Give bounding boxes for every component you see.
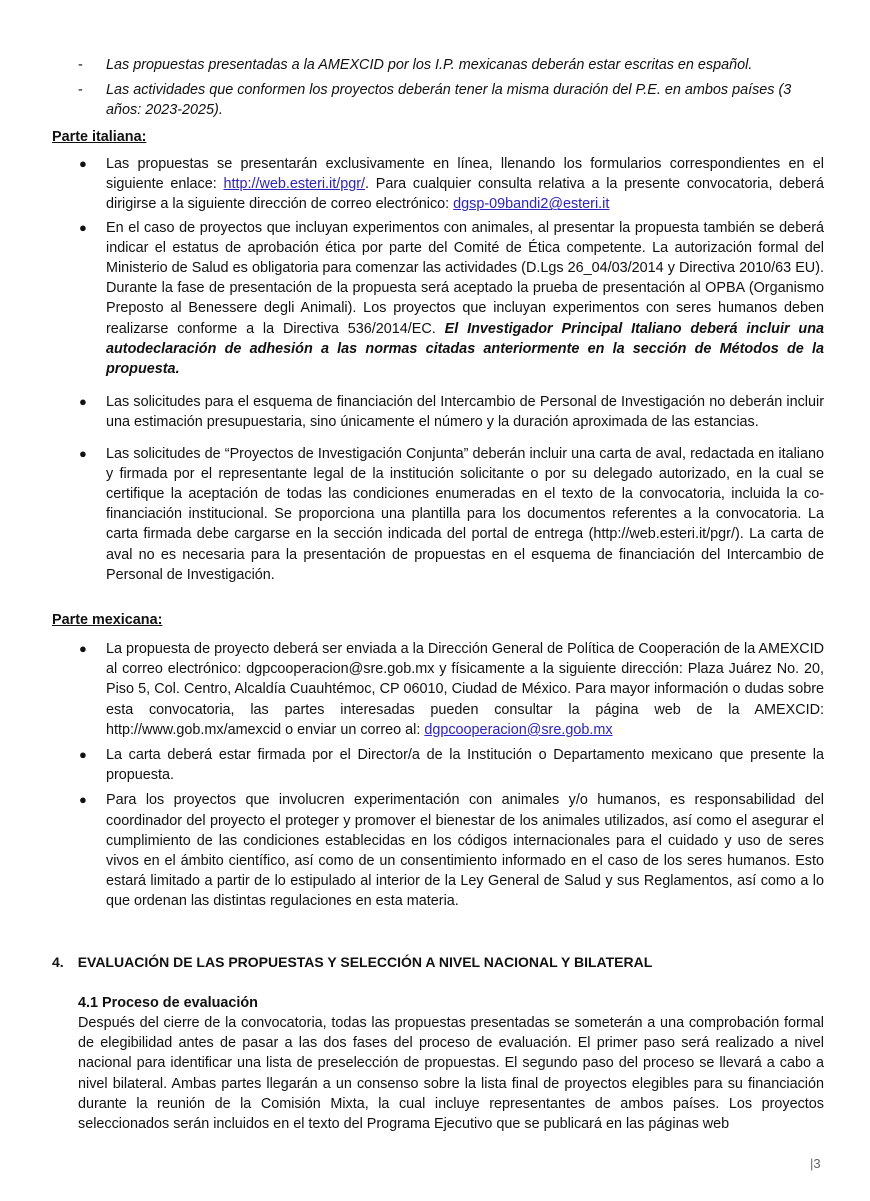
section-title-italiana: Parte italiana: (52, 129, 147, 145)
page-number: |3 (810, 1156, 821, 1171)
bullet-icon: ● (79, 394, 87, 410)
bullet-icon: ● (79, 641, 87, 656)
list-item: ● En el caso de proyectos que incluyan experimentos con animales, al presentar la propuesta también se deberá indicar el estatus de aprobación ética por parte del Comité de Ética competente. La autorización formal del Ministerio de Salud es obligatoria para comenzar las actividades (D.Lgs 26_04/03/2014 y Directiva 2010/63 EU). Durante la fase de presentación de la propuesta será aceptado la prueba de presentación al OPBA (Organismo Preposto al Benessere degli Animali). Los proyectos que incluyan experimentos con seres humanos deben realizarse conforme a la Directiva 536/2014/EC. El Investigador Principal Italiano deberá incluir una autodeclaración de adhesión a las normas citadas anteriormente en la sección de Métodos de la propuesta. (79, 219, 824, 378)
dash-marker: - (78, 57, 83, 73)
list-item: - Las actividades que conformen los proyectos deberán tener la misma duración del P.E. en ambos países (3 años: 2023-2025). (78, 82, 792, 119)
mexicana-list (52, 639, 824, 912)
list-item: ● Las propuestas se presentarán exclusivamente en línea, llenando los formularios correspondientes en el siguiente enlace: http://web.esteri.it/pgr/. Para cualquier consulta relativa a la presente convocatoria, deberá dirigirse a la siguiente dirección de correo electrónico: dgsp-09bandi2@esteri.it (79, 156, 824, 213)
section-title-mexicana: Parte mexicana: (52, 612, 163, 628)
italiana-list (52, 154, 824, 585)
section-paragraph: Después del cierre de la convocatoria, todas las propuestas presentadas se someterán a una comprobación formal de elegibilidad antes de pasar a las dos fases del proceso de evaluación. El primer paso será realizado a nivel nacional para identificar una lista de preselección de propuestas. El segundo paso del proceso se llevará a cabo a nivel bilateral. Ambas partes llegarán a un consenso sobre la lista final de proyectos elegibles para su financiación durante la reunión de la Comisión Mixta, la cual incluye representantes de ambos países. Los proyectos seleccionados serán incluidos en el texto del Programa Ejecutivo que se publicará en las páginas web (78, 1015, 824, 1133)
pgr-link[interactable]: http://web.esteri.it/pgr/ (223, 176, 366, 193)
list-item: ● Para los proyectos que involucren experimentación con animales y/o humanos, es responsabilidad del coordinador del proyecto el proteger y promover el bienestar de los animales utilizados, así como el asegurar el cumplimiento de las condiciones establecidas en los códigos internacionales para el cuidado y uso de seres vivos en el ámbito científico, así como de un consentimiento informado en el caso de los seres humanos. Esto estará limitado a partir de lo estipulado al interior de la Ley General de Salud y sus Reglamentos, así como a lo que ordenan las distintas regulaciones en esta materia. (79, 792, 824, 910)
dash-list (52, 55, 824, 126)
list-item: ● Las solicitudes de “Proyectos de Investigación Conjunta” deberán incluir una carta de aval, redactada en italiano y firmada por el representante legal de la institución solicitante o por su delegado autorizado, en la cual se certifique la aceptación de todas las condiciones enumeradas en el texto de la convocatoria, incluida la co-financiación institucional. Se proporciona una plantilla para los documentos referentes a la convocatoria. La carta firmada debe cargarse en la sección indicada del portal de entrega (http://web.esteri.it/pgr/). La carta de aval no es necesaria para la presentación de propuestas en el esquema de financiación del Intercambio de Personal de Investigación. (79, 445, 824, 583)
bullet-icon: ● (79, 445, 87, 461)
bullet-icon: ● (79, 156, 87, 171)
section-heading: 4. EVALUACIÓN DE LAS PROPUESTAS Y SELECCIÓN A NIVEL NACIONAL Y BILATERAL (52, 954, 653, 970)
subsection-heading: 4.1 Proceso de evaluación (78, 995, 258, 1011)
bullet-icon: ● (79, 219, 87, 235)
bold-note: El Investigador Principal Italiano deberá incluir una autodeclaración de adhesión a las normas citadas anteriormente en la sección de Métodos de la propuesta. (106, 320, 824, 378)
bullet-icon: ● (79, 792, 87, 808)
bullet-icon: ● (79, 747, 87, 763)
list-item: - Las propuestas presentadas a la AMEXCID por los I.P. mexicanas deberán estar escritas en español. (52, 55, 824, 75)
list-item: ● Las solicitudes para el esquema de financiación del Intercambio de Personal de Investigación no deberán incluir una estimación presupuestaria, sino únicamente el número y la duración aproximada de las estancias. (79, 394, 824, 431)
list-item: ● La propuesta de proyecto deberá ser enviada a la Dirección General de Política de Cooperación de la AMEXCID al correo electrónico: dgpcooperacion@sre.gob.mx y físicamente a la siguiente dirección: Plaza Juárez No. 20, Piso 5, Col. Centro, Alcaldía Cuauhtémoc, CP 06010, Ciudad de México. Para mayor información o dudas sobre esta convocatoria, las partes interesadas pueden consultar la página web de la AMEXCID: http://www.gob.mx/amexcid o enviar un correo al: dgpcooperacion@sre.gob.mx (79, 641, 824, 738)
dash-marker: - (78, 82, 83, 99)
list-item: ● La carta deberá estar firmada por el Director/a de la Institución o Departamento mexicano que presente la propuesta. (79, 747, 824, 784)
email-link[interactable]: dgpcooperacion@sre.gob.mx (424, 721, 613, 738)
email-link[interactable]: dgsp-09bandi2@esteri.it (453, 196, 610, 213)
